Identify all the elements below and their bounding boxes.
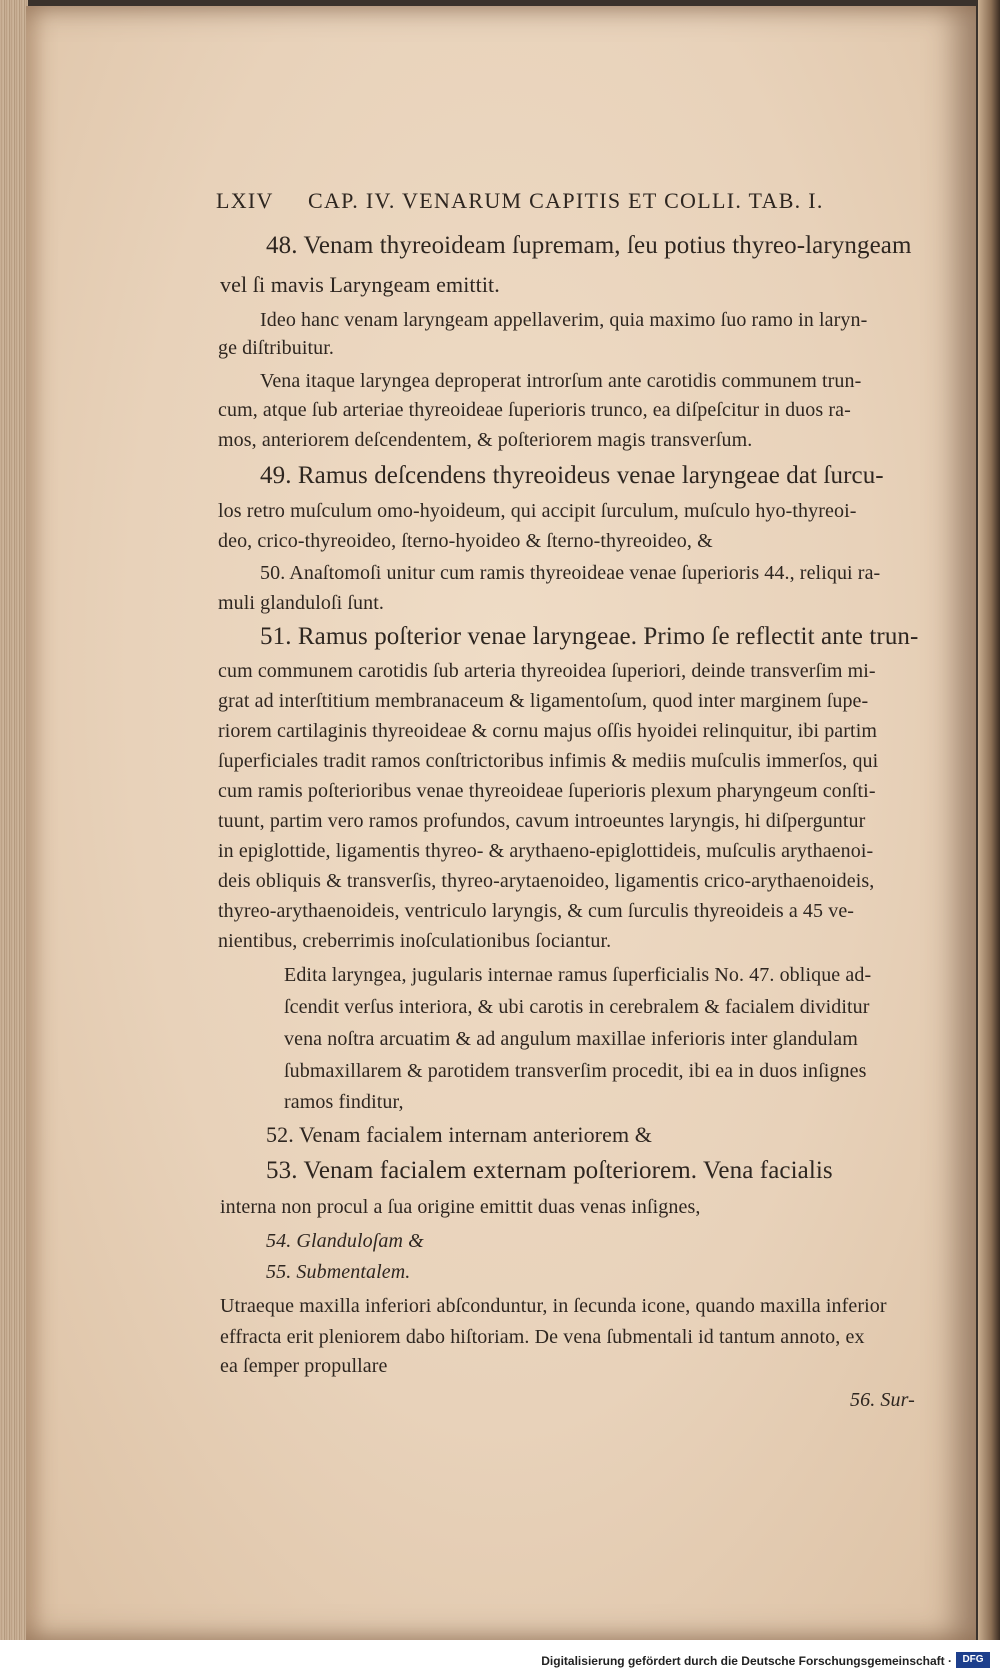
digitization-credit: Digitalisierung gefördert durch die Deutsche Forschungsgemeinschaft · bbox=[541, 1654, 952, 1668]
text-line: los retro muſculum omo-hyoideum, qui accipit ſurculum, muſculo hyo-thyreoi- bbox=[218, 500, 857, 522]
text-line: effracta erit pleniorem dabo hiſtoriam. De vena ſubmentali id tantum annoto, ex bbox=[220, 1326, 865, 1348]
text-line: ramos finditur, bbox=[284, 1091, 404, 1113]
text-line: vel ſi mavis Laryngeam emittit. bbox=[220, 272, 500, 297]
text-line: 49. Ramus deſcendens thyreoideus venae laryngeae dat ſurcu- bbox=[260, 462, 884, 489]
text-line: 52. Venam facialem internam anteriorem & bbox=[266, 1122, 653, 1147]
text-line: ſuperficiales tradit ramos conſtrictoribus infimis & mediis muſculis immerſos, qui bbox=[218, 750, 879, 772]
text-line: 55. Submentalem. bbox=[266, 1261, 411, 1283]
text-line: 53. Venam facialem externam poſteriorem. Vena facialis bbox=[266, 1157, 833, 1184]
text-line: 48. Venam thyreoideam ſupremam, ſeu potius thyreo-laryngeam bbox=[266, 232, 912, 259]
page-content bbox=[26, 6, 976, 1640]
text-line: grat ad interſtitium membranaceum & ligamentoſum, quod inter marginem ſupe- bbox=[218, 690, 869, 712]
page-number: LXIV bbox=[216, 188, 274, 213]
text-line: Edita laryngea, jugularis internae ramus ſuperficialis No. 47. oblique ad- bbox=[284, 964, 872, 986]
catchword: 56. Sur- bbox=[850, 1389, 915, 1411]
text-line: ge diſtribuitur. bbox=[218, 337, 335, 359]
text-line: Utraeque maxilla inferiori abſconduntur, in ſecunda icone, quando maxilla inferior bbox=[220, 1295, 887, 1317]
text-line: cum, atque ſub arteriae thyreoideae ſuperioris trunco, ea diſpeſcitur in duos ra- bbox=[218, 399, 851, 421]
text-line: 54. Glanduloſam & bbox=[266, 1230, 424, 1252]
text-line: ea ſemper propullare bbox=[220, 1355, 388, 1377]
book-page-edges bbox=[0, 0, 28, 1640]
text-line: Ideo hanc venam laryngeam appellaverim, quia maximo ſuo ramo in laryn- bbox=[260, 309, 868, 331]
text-line: mos, anteriorem deſcendentem, & poſteriorem magis transverſum. bbox=[218, 429, 753, 451]
text-line: nientibus, creberrimis inoſculationibus ſociantur. bbox=[218, 930, 612, 952]
text-line: riorem cartilaginis thyreoideae & cornu majus oſſis hyoidei relinquitur, ibi partim bbox=[218, 720, 878, 742]
book-spine-shadow bbox=[978, 0, 1000, 1640]
text-line: ſcendit verſus interiora, & ubi carotis in cerebralem & facialem dividitur bbox=[284, 996, 870, 1018]
text-line: tuunt, partim vero ramos profundos, cavum introeuntes laryngis, hi diſperguntur bbox=[218, 810, 866, 832]
text-line: muli glanduloſi ſunt. bbox=[218, 592, 384, 614]
text-line: vena noſtra arcuatim & ad angulum maxillae inferioris inter glandulam bbox=[284, 1028, 858, 1050]
running-title: CAP. IV. VENARUM CAPITIS ET COLLI. TAB. I. bbox=[308, 188, 824, 213]
text-line: Vena itaque laryngea deproperat introrſum ante carotidis communem trun- bbox=[260, 370, 862, 392]
text-line: deo, crico-thyreoideo, ſterno-hyoideo & ſterno-thyreoideo, & bbox=[218, 530, 713, 552]
dfg-logo-icon: DFG bbox=[956, 1652, 990, 1668]
text-line: ſubmaxillarem & parotidem transverſim procedit, ibi ea in duos inſignes bbox=[284, 1060, 867, 1082]
text-line: cum ramis poſterioribus venae thyreoideae ſuperioris plexum pharyngeum conſti- bbox=[218, 780, 876, 802]
text-line: 50. Anaſtomoſi unitur cum ramis thyreoideae venae ſuperioris 44., reliqui ra- bbox=[260, 562, 881, 584]
text-line: 51. Ramus poſterior venae laryngeae. Primo ſe reflectit ante trun- bbox=[260, 623, 919, 650]
text-line: interna non procul a ſua origine emittit duas venas inſignes, bbox=[220, 1196, 701, 1218]
text-line: deis obliquis & transverſis, thyreo-arytaenoideo, ligamentis crico-arythaenoideis, bbox=[218, 870, 875, 892]
text-line: cum communem carotidis ſub arteria thyreoidea ſuperiori, deinde transverſim mi- bbox=[218, 660, 876, 682]
text-line: in epiglottide, ligamentis thyreo- & arythaeno-epiglottideis, muſculis arythaenoi- bbox=[218, 840, 874, 862]
text-line: thyreo-arythaenoideis, ventriculo laryngis, & cum ſurculis thyreoideis a 45 ve- bbox=[218, 900, 855, 922]
book-page bbox=[26, 6, 976, 1640]
